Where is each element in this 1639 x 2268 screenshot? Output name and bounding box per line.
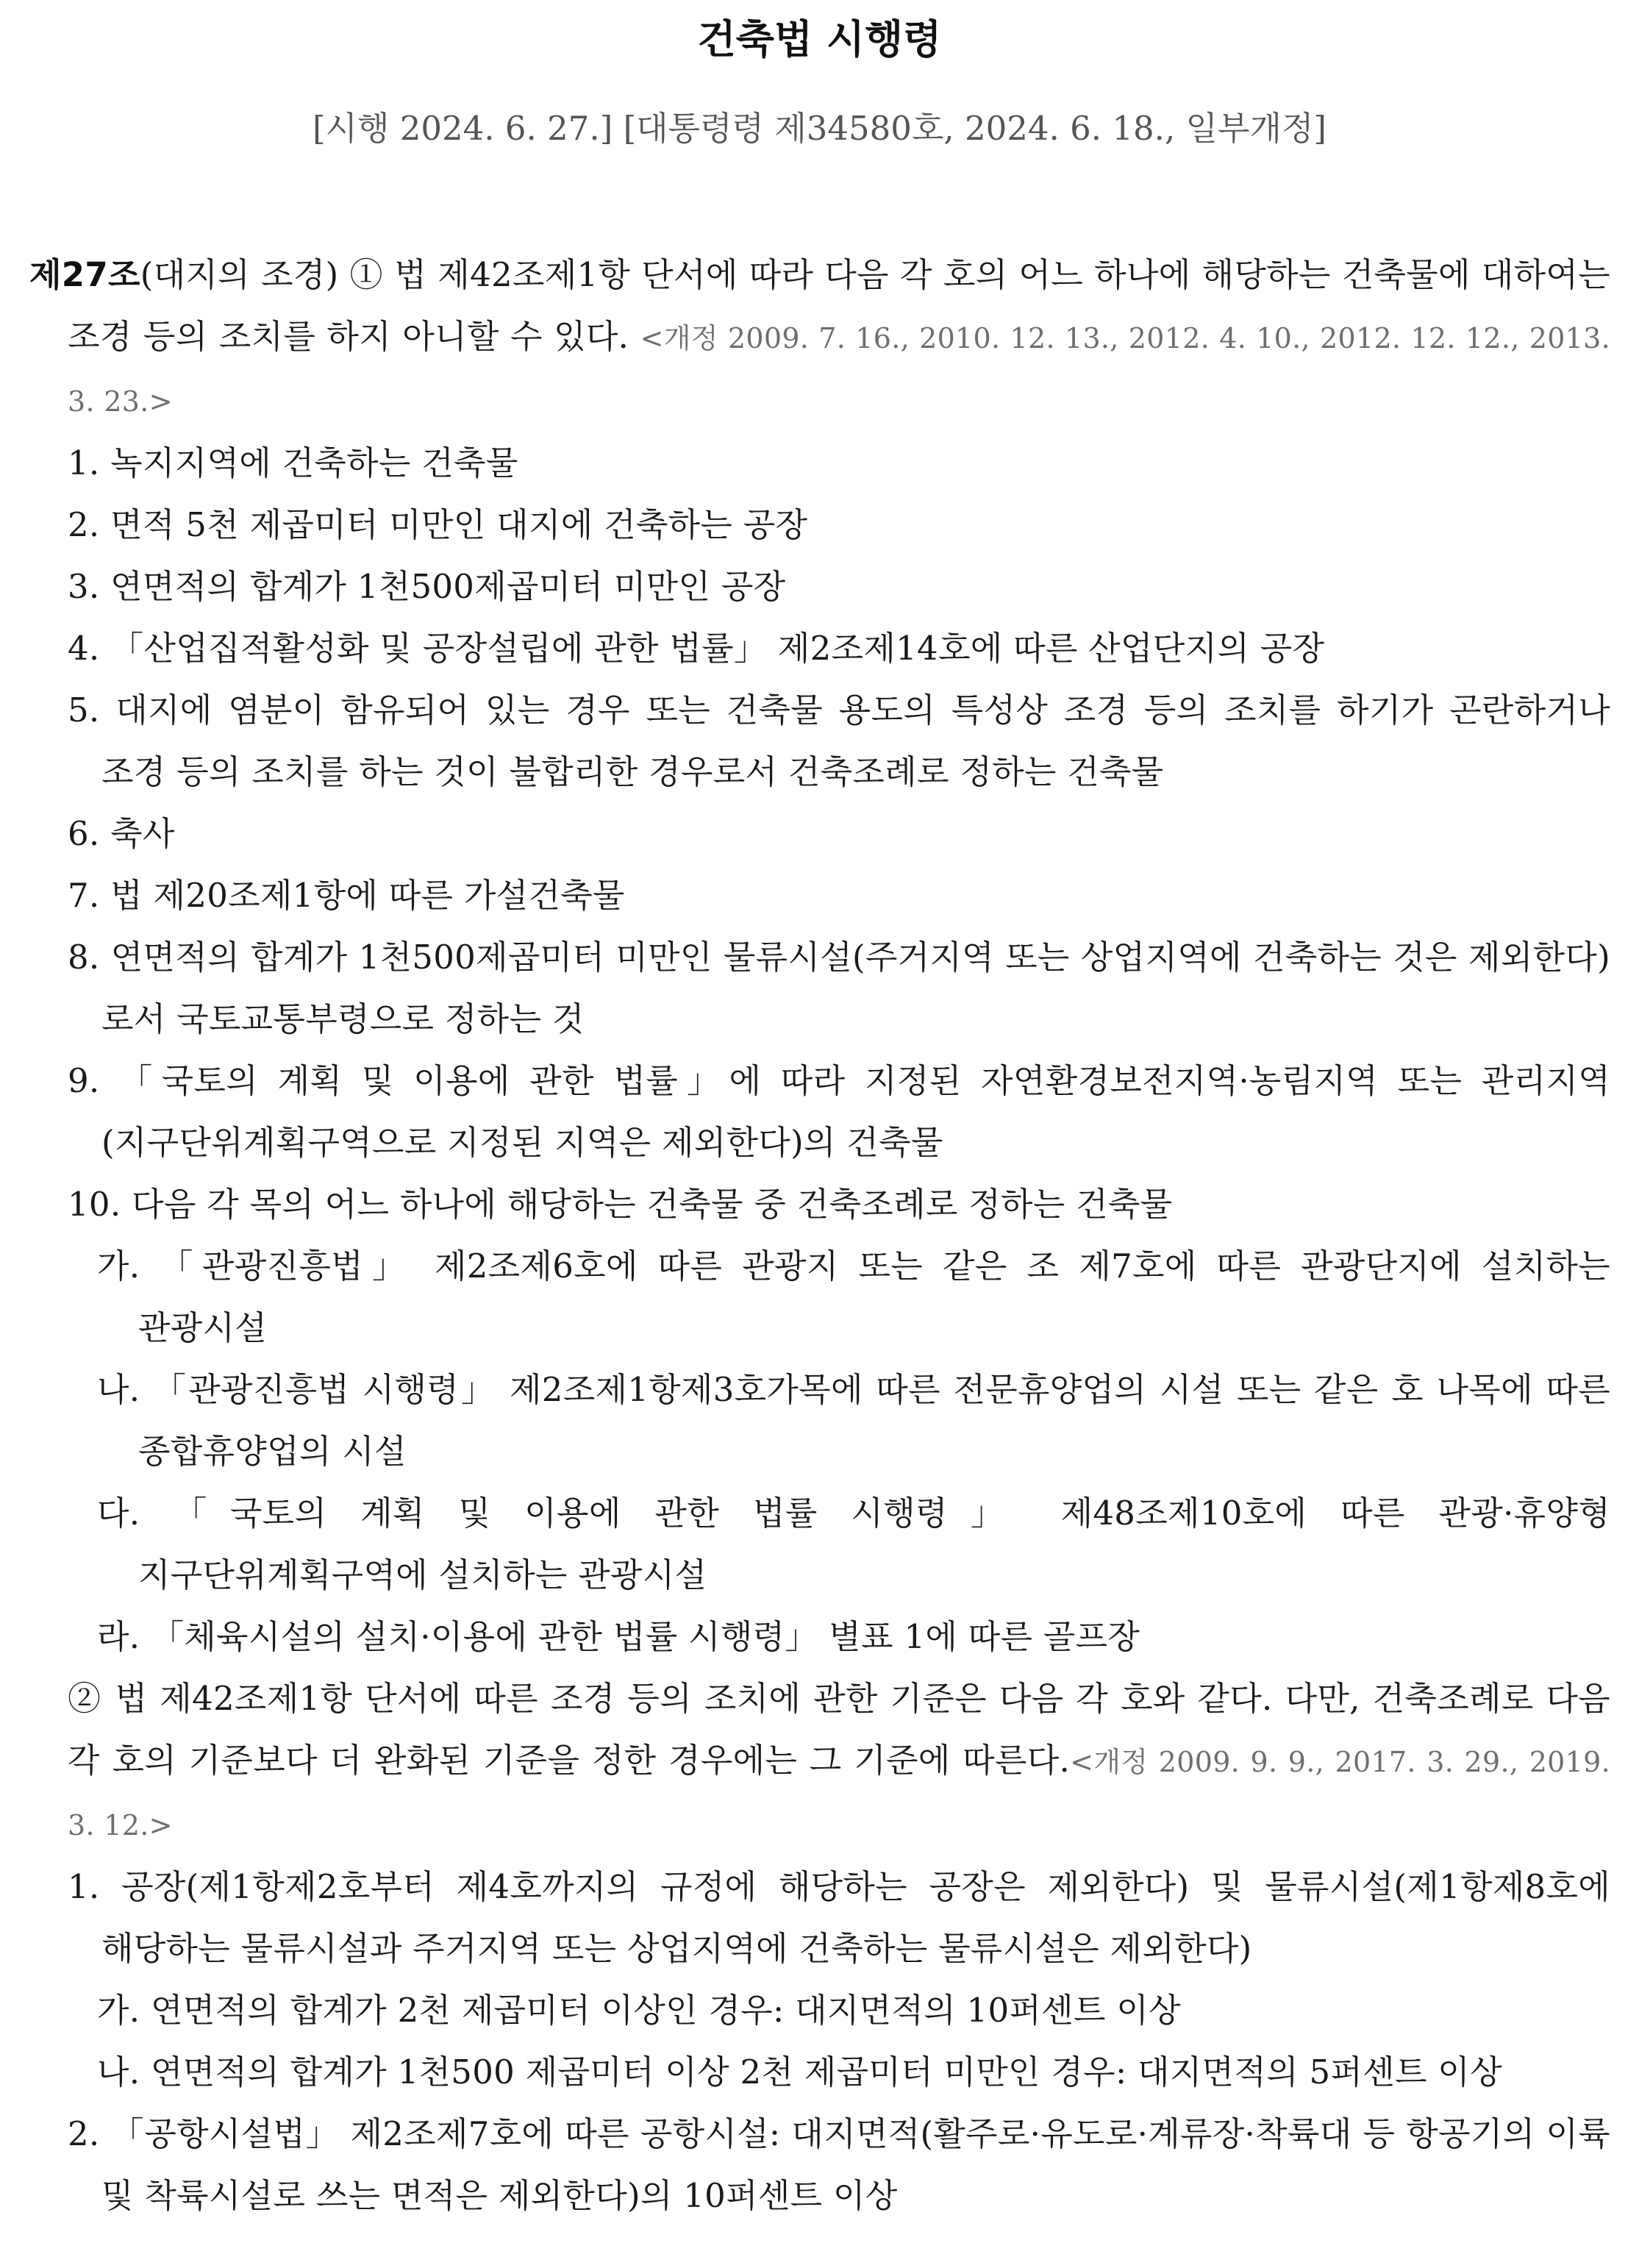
amendment-note: <개정 2009. 9. 9., 2017. 3. 29., 2019. 3. 12.> [68, 1746, 1610, 1841]
list-item: 1. 녹지지역에 건축하는 건축물 [68, 443, 518, 482]
list-item: 3. 연면적의 합계가 1천500제곱미터 미만인 공장 [68, 567, 786, 606]
document-subtitle: [시행 2024. 6. 27.] [대통령령 제34580호, 2024. 6. 18., 일부개정] [312, 109, 1326, 148]
article-number: 제27조 [29, 255, 140, 294]
list-item: 8. 연면적의 합계가 1천500제곱미터 미만인 물류시설(주거지역 또는 상업지역에 건축하는 것은 제외한다)로서 국토교통부령으로 정하는 것 [68, 938, 1610, 1038]
sub-list-item: 가. 「관광진흥법」 제2조제6호에 따른 관광지 또는 같은 조 제7호에 따른 관광단지에 설치하는 관광시설 [97, 1247, 1611, 1347]
list-item: 2. 면적 5천 제곱미터 미만인 대지에 건축하는 공장 [68, 505, 808, 544]
list-item: 10. 다음 각 목의 어느 하나에 해당하는 건축물 중 건축조례로 정하는 건축물 [68, 1185, 1173, 1224]
list-item: 6. 축사 [68, 814, 175, 853]
sub-list-item: 나. 연면적의 합계가 1천500 제곱미터 이상 2천 제곱미터 미만인 경우: 대지면적의 5퍼센트 이상 [97, 2053, 1502, 2092]
sub-list-item: 다. 「국토의 계획 및 이용에 관한 법률 시행령」 제48조제10호에 따른 관광·휴양형 지구단위계획구역에 설치하는 관광시설 [97, 1494, 1610, 1594]
list-item: 7. 법 제20조제1항에 따른 가설건축물 [68, 876, 625, 915]
amendment-note: <개정 2009. 7. 16., 2010. 12. 13., 2012. 4. 10., 2012. 12. 12., 2013. 3. 23.> [68, 322, 1611, 418]
sub-list-item: 라. 「체육시설의 설치·이용에 관한 법률 시행령」 별표 1에 따른 골프장 [97, 1617, 1140, 1656]
document-title: 건축법 시행령 [697, 16, 942, 63]
sub-list-item: 가. 연면적의 합계가 2천 제곱미터 이상인 경우: 대지면적의 10퍼센트 이상 [97, 1991, 1181, 2030]
paragraph-2 [29, 1668, 1610, 1856]
article-heading-text: (대지의 조경) ① 법 제42조제1항 단서에 따라 다음 각 호의 어느 하나에 해당하는 건축물에 대하여는 조경 등의 조치를 하지 아니할 수 있다. [68, 255, 1610, 356]
list-item: 4. 「산업집적활성화 및 공장설립에 관한 법률」 제2조제14호에 따른 산업단지의 공장 [68, 629, 1325, 668]
list-item: 5. 대지에 염분이 함유되어 있는 경우 또는 건축물 용도의 특성상 조경 등의 조치를 하기가 곤란하거나 조경 등의 조치를 하는 것이 불합리한 경우로서 건축조례로 정하는 건축물 [68, 691, 1610, 791]
document-body [29, 244, 1610, 2227]
list-item: 1. 공장(제1항제2호부터 제4호까지의 규정에 해당하는 공장은 제외한다) 및 물류시설(제1항제8호에 해당하는 물류시설과 주거지역 또는 상업지역에 건축하는 물류시설은 제외한다) [68, 1867, 1610, 1968]
sub-list-item: 나. 「관광진흥법 시행령」 제2조제1항제3호가목에 따른 전문휴양업의 시설 또는 같은 호 나목에 따른 종합휴양업의 시설 [97, 1370, 1610, 1471]
paragraph-2-text: ② 법 제42조제1항 단서에 따른 조경 등의 조치에 관한 기준은 다음 각 호와 같다. 다만, 건축조례로 다음 각 호의 기준보다 더 완화된 기준을 정한 경우에는 그 기준에 따른다. [68, 1679, 1610, 1780]
list-item: 9. 「국토의 계획 및 이용에 관한 법률」에 따라 지정된 자연환경보전지역·농림지역 또는 관리지역(지구단위계획구역으로 지정된 지역은 제외한다)의 건축물 [68, 1061, 1610, 1162]
article-27-heading [29, 244, 1610, 432]
list-item: 2. 「공항시설법」 제2조제7호에 따른 공항시설: 대지면적(활주로·유도로·계류장·착륙대 등 항공기의 이륙 및 착륙시설로 쓰는 면적은 제외한다)의 10퍼센트 이상 [68, 2114, 1610, 2215]
